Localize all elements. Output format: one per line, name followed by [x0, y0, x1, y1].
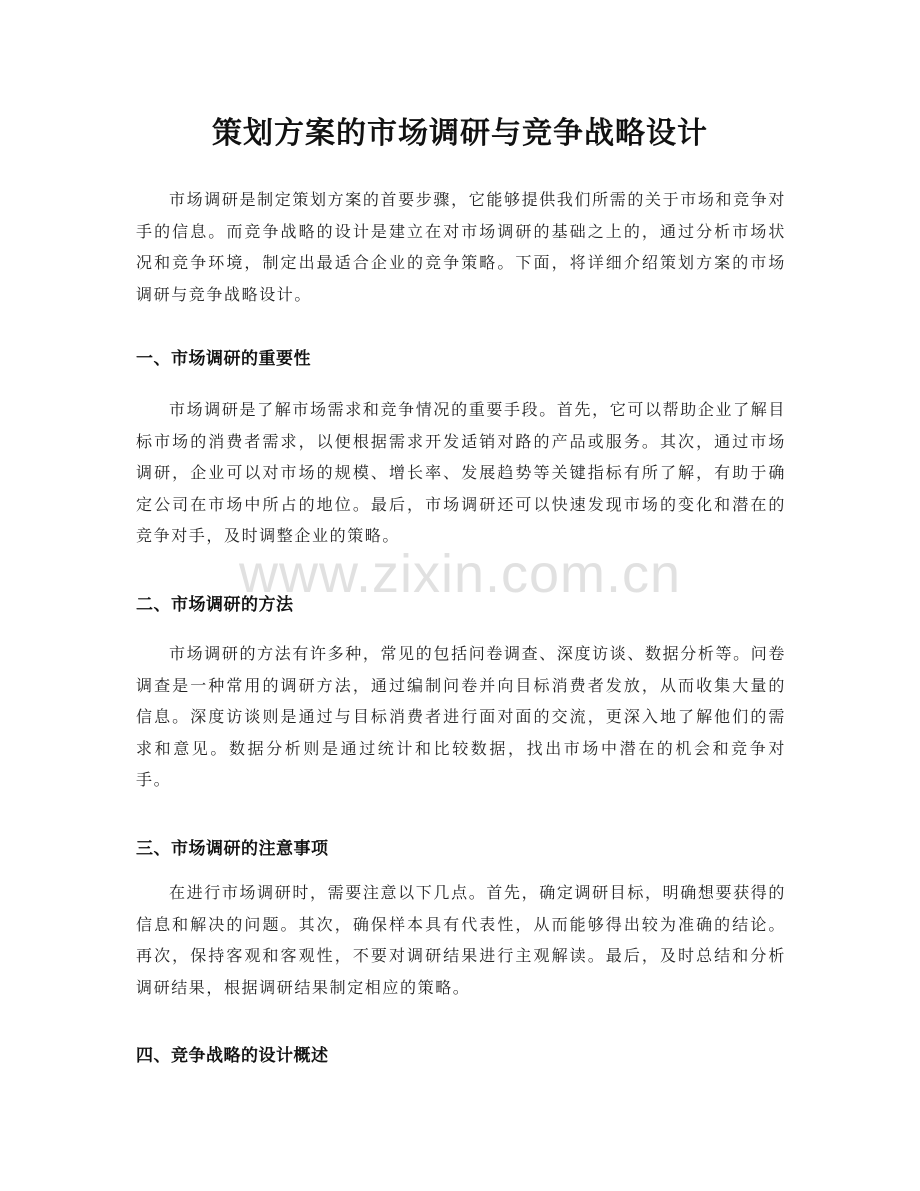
section-heading-2: 二、市场调研的方法	[136, 595, 294, 615]
section-heading-1: 一、市场调研的重要性	[136, 349, 311, 369]
section-body-1: 市场调研是了解市场需求和竞争情况的重要手段。首先，它可以帮助企业了解目标市场的消费者需求，以便根据需求开发适销对路的产品或服务。其次，通过市场调研，企业可以对市场的规模、增长率、发展趋势等关键指标有所了解，有助于确定公司在市场中所占的地位。最后，市场调研还可以快速发现市场的变化和潜在的竞争对手，及时调整企业的策略。	[136, 400, 786, 545]
section-body-3: 在进行市场调研时，需要注意以下几点。首先，确定调研目标，明确想要获得的信息和解决的问题。其次，确保样本具有代表性，从而能够得出较为准确的结论。再次，保持客观和客观性，不要对调研结果进行主观解读。最后，及时总结和分析调研结果，根据调研结果制定相应的策略。	[136, 883, 786, 997]
watermark: www.zixin.com.cn	[238, 544, 682, 604]
document-title: 策划方案的市场调研与竞争战略设计	[212, 116, 708, 151]
section-heading-4: 四、竞争战略的设计概述	[136, 1046, 329, 1066]
intro-paragraph: 市场调研是制定策划方案的首要步骤，它能够提供我们所需的关于市场和竞争对手的信息。而竞争战略的设计是建立在对市场调研的基础之上的，通过分析市场状况和竞争环境，制定出最适合企业的竞争策略。下面，将详细介绍策划方案的市场调研与竞争战略设计。	[136, 190, 786, 304]
section-body-2: 市场调研的方法有许多种，常见的包括问卷调查、深度访谈、数据分析等。问卷调查是一种常用的调研方法，通过编制问卷并向目标消费者发放，从而收集大量的信息。深度访谈则是通过与目标消费者进行面对面的交流，更深入地了解他们的需求和意见。数据分析则是通过统计和比较数据，找出市场中潜在的机会和竞争对手。	[136, 644, 786, 789]
section-heading-3: 三、市场调研的注意事项	[136, 839, 329, 859]
